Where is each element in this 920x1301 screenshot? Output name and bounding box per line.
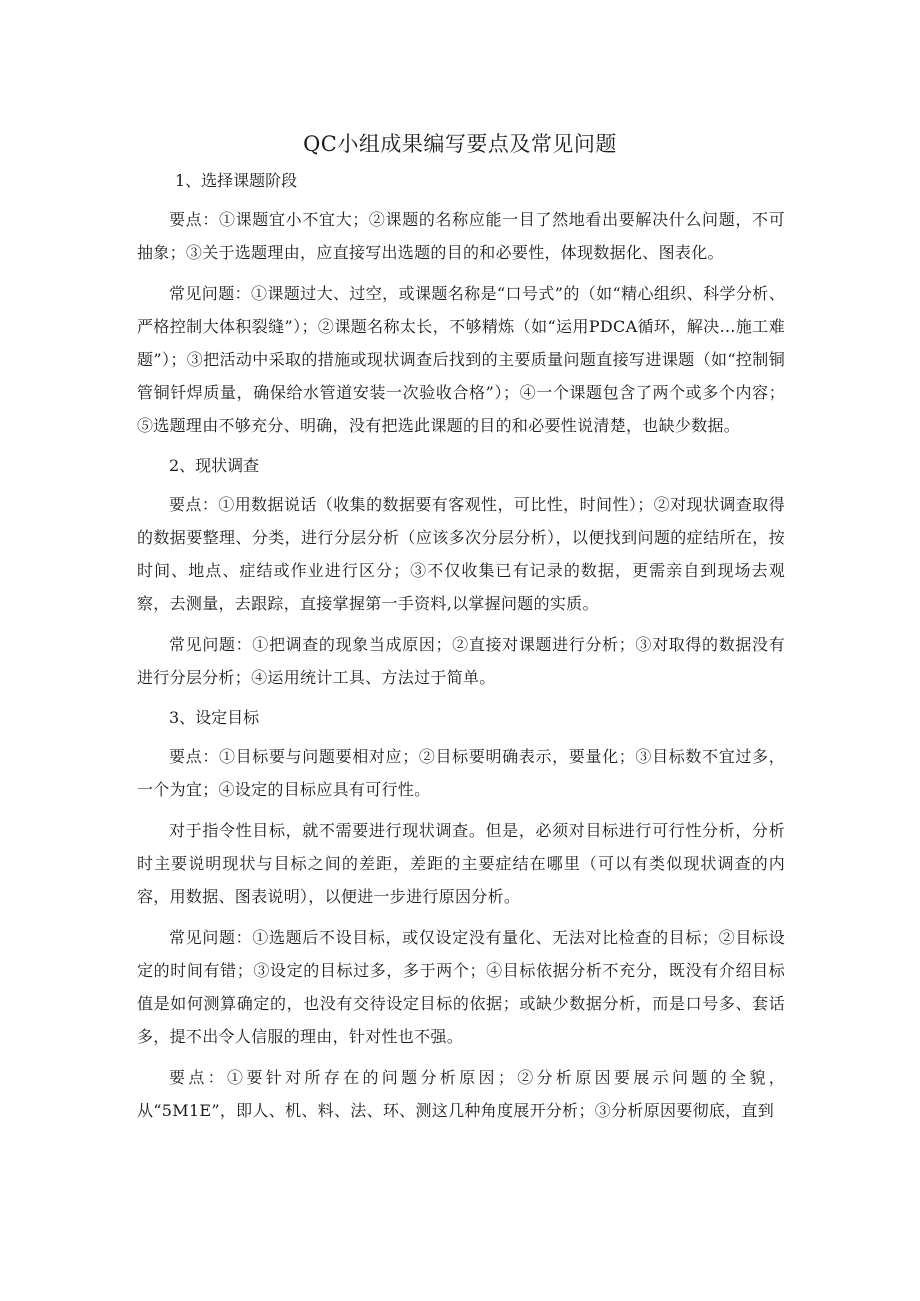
- common-problems-paragraph: 常见问题：①课题过大、过空，或课题名称是“口号式”的（如“精心组织、科学分析、严格控制大体积裂缝”）；②课题名称太长，不够精炼（如“运用PDCA循环，解决…施工难题”）；③把活动中采取的措施或现状调查后找到的主要质量问题直接写进课题（如“控制铜管铜钎焊质量，确保给水管道安装一次验收合格”）；④一个课题包含了两个或多个内容；⑤选题理由不够充分、明确，没有把选此课题的目的和必要性说清楚，也缺少数据。: [137, 284, 785, 435]
- section-heading: 1、选择课题阶段: [175, 171, 298, 190]
- key-points-paragraph: 要点：①用数据说话（收集的数据要有客观性，可比性，时间性）；②对现状调查取得的数据要整理、分类，进行分层分析（应该多次分层分析），以便找到问题的症结所在，按时间、地点、症结或作业进行区分；③不仅收集已有记录的数据，更需亲自到现场去观察，去测量，去跟踪，直接掌握第一手资料,以掌握问题的实质。: [137, 495, 785, 613]
- key-points-paragraph: 要点：①课题宜小不宜大；②课题的名称应能一目了然地看出要解决什么问题，不可抽象；③关于选题理由，应直接写出选题的目的和必要性，体现数据化、图表化。: [137, 210, 785, 262]
- key-points-paragraph: 要点：①目标要与问题要相对应；②目标要明确表示，要量化；③目标数不宜过多，一个为宜；④设定的目标应具有可行性。: [137, 747, 785, 799]
- section-heading: 3、设定目标: [169, 708, 260, 727]
- document-body: [137, 165, 785, 1135]
- document-title: QC小组成果编写要点及常见问题: [303, 132, 617, 156]
- section-topic-selection: [137, 165, 785, 442]
- common-problems-paragraph: 常见问题：①把调查的现象当成原因；②直接对课题进行分析；③对取得的数据没有进行分层分析；④运用统计工具、方法过于简单。: [137, 635, 785, 687]
- directive-target-paragraph: 对于指令性目标，就不需要进行现状调查。但是，必须对目标进行可行性分析，分析时主要说明现状与目标之间的差距，差距的主要症结在哪里（可以有类似现状调查的内容，用数据、图表说明），以便进一步进行原因分析。: [137, 821, 785, 906]
- section-goal-setting: [137, 702, 785, 1127]
- section-heading: 2、现状调查: [169, 456, 260, 475]
- section-status-survey: [137, 450, 785, 694]
- cause-analysis-key-points-paragraph: 要点：①要针对所存在的问题分析原因；②分析原因要展示问题的全貌，从“5M1E”，即人、机、料、法、环、测这几种角度展开分析；③分析原因要彻底，直到: [137, 1068, 785, 1120]
- common-problems-paragraph: 常见问题：①选题后不设目标，或仅设定没有量化、无法对比检查的目标；②目标设定的时间有错；③设定的目标过多，多于两个；④目标依据分析不充分，既没有介绍目标值是如何测算确定的，也没有交待设定目标的依据；或缺少数据分析，而是口号多、套话多，提不出令人信服的理由，针对性也不强。: [137, 928, 785, 1046]
